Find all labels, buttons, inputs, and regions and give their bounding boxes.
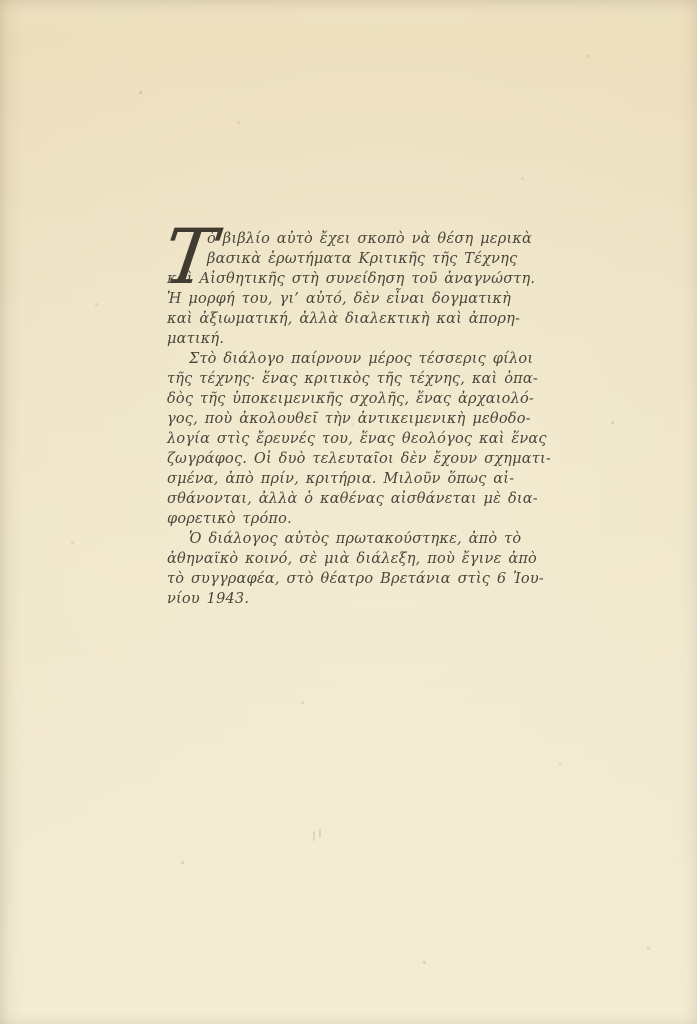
stray-ink-mark xyxy=(319,829,321,838)
drop-cap-initial: Τ xyxy=(158,212,222,301)
text-line: ὸ βιβλίο αὐτὸ ἔχει σκοπὸ νὰ θέση μερικὰ xyxy=(207,231,533,247)
text-line: ἀθηναϊκὸ κοινό, σὲ μιὰ διάλεξη, ποὺ ἔγινε ἀπὸ xyxy=(167,551,537,567)
text-line: ματική. xyxy=(167,331,225,347)
paper-speckles xyxy=(0,0,1,1)
text-line: καὶ Αἰσθητικῆς στὴ συνείδηση τοῦ ἀναγνώστη. xyxy=(167,271,536,287)
text-line: τῆς τέχνης· ἕνας κριτικὸς τῆς τέχνης, καὶ ὀπα- xyxy=(167,371,538,387)
text-line: τὸ συγγραφέα, στὸ θέατρο Βρετάνια στὶς 6 Ἰου- xyxy=(167,571,544,587)
text-line: βασικὰ ἐρωτήματα Κριτικῆς τῆς Τέχνης xyxy=(207,251,518,267)
text-line: Ἡ μορφή του, γι’ αὐτό, δὲν εἶναι δογματικὴ xyxy=(167,291,511,307)
text-line: Στὸ διάλογο παίρνουν μέρος τέσσερις φίλοι xyxy=(189,351,534,367)
text-line: λογία στὶς ἔρευνές του, ἕνας θεολόγος καὶ ἕνας xyxy=(167,431,547,447)
text-line: Ὁ διάλογος αὐτὸς πρωτακούστηκε, ἀπὸ τὸ xyxy=(189,531,522,547)
text-line: σθάνονται, ἀλλὰ ὁ καθένας αἰσθάνεται μὲ δια- xyxy=(167,491,538,507)
text-line: καὶ ἀξιωματική, ἀλλὰ διαλεκτικὴ καὶ ἀπορη- xyxy=(167,311,521,327)
paragraph-2 xyxy=(167,349,551,529)
text-line: δὸς τῆς ὑποκειμενικῆς σχολῆς, ἕνας ἀρχαιολό- xyxy=(167,391,534,407)
paragraph-3 xyxy=(167,529,544,609)
paragraph-1 xyxy=(158,212,536,349)
text-line: ζωγράφος. Οἱ δυὸ τελευταῖοι δὲν ἔχουν σχηματι- xyxy=(167,451,551,467)
text-line: φορετικὸ τρόπο. xyxy=(167,511,292,527)
text-line: γος, ποὺ ἀκολουθεῖ τὴν ἀντικειμενικὴ μεθοδο- xyxy=(167,411,531,427)
text-line: σμένα, ἀπὸ πρίν, κριτήρια. Μιλοῦν ὅπως αἰ- xyxy=(167,471,515,487)
text-line: νίου 1943. xyxy=(167,591,250,607)
stray-ink-mark xyxy=(313,831,315,841)
text-block xyxy=(158,212,551,609)
